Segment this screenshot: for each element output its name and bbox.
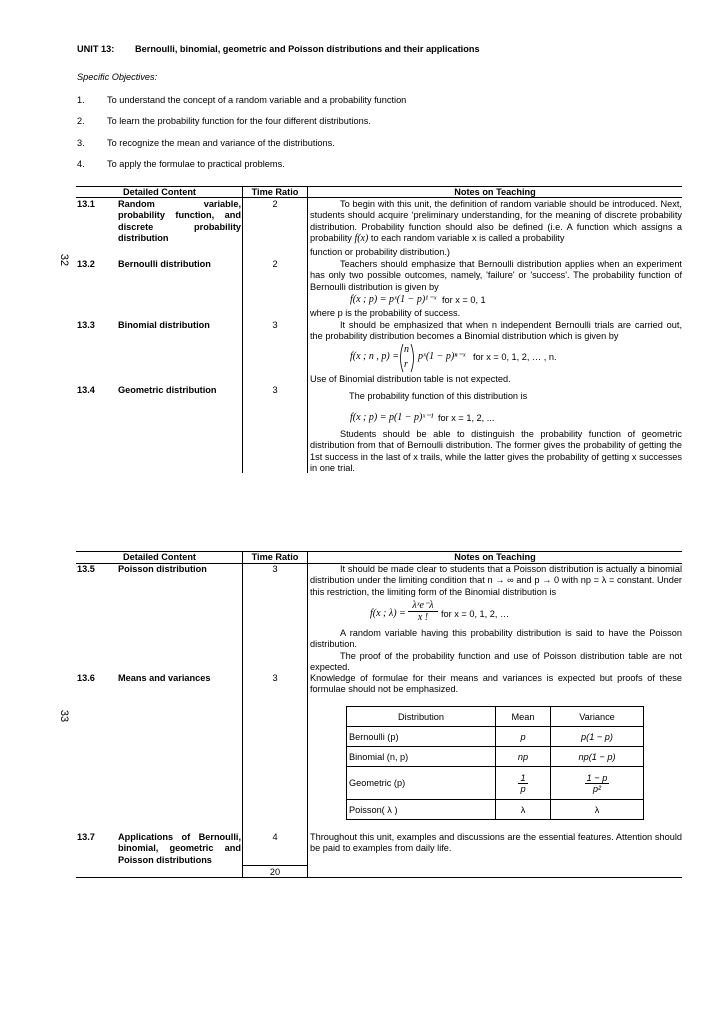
col-header-time: Time Ratio — [251, 187, 299, 197]
column-divider — [307, 551, 308, 877]
distribution-name: Bernoulli (p) — [347, 727, 496, 747]
bernoulli-formula: f(x ; p) = pˣ(1 − p)¹⁻ˣ — [350, 294, 437, 305]
table-row — [347, 747, 644, 767]
distribution-variance — [551, 767, 644, 800]
geometric-formula: f(x ; p) = p(1 − p)ˣ⁻¹ — [350, 412, 434, 423]
header-variance: Variance — [551, 707, 644, 727]
distribution-table-header — [347, 707, 644, 727]
column-divider — [307, 186, 308, 473]
col-header-notes: Notes on Teaching — [454, 187, 536, 197]
distribution-table — [346, 706, 644, 820]
column-divider — [242, 551, 243, 877]
total-rule — [242, 865, 308, 866]
binomial-formula-lhs: f(x ; n , p) = — [350, 351, 399, 362]
objective-text: To learn the probability function for the four different distributions. — [107, 116, 371, 126]
notes-paragraph: The probability function of this distribution is — [349, 391, 528, 401]
distribution-variance: p(1 − p) — [551, 727, 644, 747]
objective-num: 4. — [77, 159, 85, 169]
col-header-time: Time Ratio — [251, 552, 299, 562]
row-ratio: 3 — [272, 564, 278, 574]
notes-paragraph: It should be made clear to students that a Poisson distribution is actually a binomial distribution under the limiting condition that n → ∞ and p → 0 with np = λ = constant. Under this restriction, the limiting form of the Binomial distribution is — [310, 564, 682, 597]
poisson-formula-lhs: f(x ; λ) = — [370, 608, 406, 619]
distribution-name: Geometric (p) — [347, 767, 496, 800]
unit-label: UNIT 13: — [77, 44, 115, 54]
unit-title: Bernoulli, binomial, geometric and Poisson distributions and their applications — [135, 44, 480, 54]
geometric-range: for x = 1, 2, ... — [438, 413, 495, 423]
notes-paragraph: Students should be able to distinguish the probability function of geometric distribution from that of Bernoulli distribution. The former gives the probability of getting the 1st success in the last of x trails, while the latter gives the probability of getting x successes in one trial. — [310, 429, 682, 474]
distribution-mean: p — [496, 727, 551, 747]
objective-text: To apply the formulae to practical problems. — [107, 159, 285, 169]
row-topic: Poisson distribution — [118, 564, 207, 574]
variance-numerator: 1 − p — [586, 772, 608, 783]
page-number: 32 — [58, 253, 71, 267]
distribution-mean — [496, 767, 551, 800]
col-header-content: Detailed Content — [123, 552, 196, 562]
col-header-content: Detailed Content — [123, 187, 196, 197]
notes-paragraph: To begin with this unit, the definition of random variable should be introduced. Next, students should acquire ‘preliminary understanding, for the meaning of discrete probability distribution. Probability function should also be defined (i.e. A function which assigns a probability f(x) to each random variable x is called a probability — [310, 199, 682, 245]
poisson-denominator: x ! — [417, 612, 429, 623]
col-header-notes: Notes on Teaching — [454, 552, 536, 562]
poisson-range: for x = 0, 1, 2, … — [441, 609, 510, 619]
row-number: 13.3 — [77, 320, 95, 330]
table-row — [347, 727, 644, 747]
objective-text: To recognize the mean and variance of the distributions. — [107, 138, 335, 148]
mean-denominator: p — [520, 783, 526, 794]
notes-paragraph: Teachers should emphasize that Bernoulli distribution applies when an experiment has only two possible outcomes, namely, 'failure' or 'success'. The probability function of Bernoulli distribution is given by — [310, 259, 682, 292]
row-number: 13.1 — [77, 199, 95, 209]
row-topic: Applications of Bernoulli, binomial, geometric and Poisson distributions — [118, 832, 241, 865]
binomial-range: for x = 0, 1, 2, … , n. — [473, 352, 557, 362]
row-number: 13.2 — [77, 259, 95, 269]
row-topic: Bernoulli distribution — [118, 259, 211, 269]
objectives-heading: Specific Objectives: — [77, 72, 158, 82]
row-ratio: 3 — [272, 320, 278, 330]
notes-paragraph: Use of Binomial distribution table is not expected. — [310, 374, 511, 384]
distribution-mean: np — [496, 747, 551, 767]
total-ratio: 20 — [269, 867, 281, 877]
bernoulli-range: for x = 0, 1 — [442, 295, 486, 305]
row-topic: Geometric distribution — [118, 385, 217, 395]
poisson-numerator: λˣe⁻λ — [408, 600, 438, 612]
objective-num: 1. — [77, 95, 85, 105]
binomial-n: n — [404, 344, 409, 355]
row-ratio: 3 — [272, 673, 278, 683]
distribution-variance: λ — [551, 800, 644, 820]
header-mean: Mean — [496, 707, 551, 727]
header-distribution: Distribution — [347, 707, 496, 727]
notes-paragraph: The proof of the probability function and use of Poisson distribution table are not expected. — [310, 651, 682, 673]
row-ratio: 2 — [272, 259, 278, 269]
binomial-coefficient — [398, 342, 416, 374]
notes-paragraph: A random variable having this probability distribution is said to have the Poisson distribution. — [310, 628, 682, 650]
table-row — [347, 800, 644, 820]
objective-text: To understand the concept of a random variable and a probability function — [107, 95, 407, 105]
page-number: 33 — [58, 709, 71, 723]
notes-paragraph: It should be emphasized that when n independent Bernoulli trials are carried out, the probability distribution becomes a Binomial distribution which is given by — [310, 320, 682, 342]
row-number: 13.4 — [77, 385, 95, 395]
distribution-mean: λ — [496, 800, 551, 820]
row-ratio: 2 — [272, 199, 278, 209]
row-ratio: 3 — [272, 385, 278, 395]
distribution-variance: np(1 − p) — [551, 747, 644, 767]
variance-fraction — [585, 773, 610, 794]
row-topic: Binomial distribution — [118, 320, 210, 330]
table-row — [347, 767, 644, 800]
row-topic: Random variable, probability function, and discrete probability distribution — [118, 199, 241, 244]
row-number: 13.5 — [77, 564, 95, 574]
table-rule — [76, 877, 682, 878]
notes-paragraph: Knowledge of formulae for their means and variances is expected but proofs of these formulae should not be emphasized. — [310, 673, 682, 695]
notes-paragraph: Throughout this unit, examples and discussions are the essential features. Attention should be paid to examples from daily life. — [310, 832, 682, 854]
mean-fraction — [518, 773, 527, 794]
poisson-fraction — [408, 600, 438, 624]
binomial-r: r — [404, 359, 408, 370]
row-ratio: 4 — [272, 832, 278, 842]
objective-num: 3. — [77, 138, 85, 148]
row-number: 13.7 — [77, 832, 95, 842]
objective-num: 2. — [77, 116, 85, 126]
distribution-name: Binomial (n, p) — [347, 747, 496, 767]
row-number: 13.6 — [77, 673, 95, 683]
row-topic: Means and variances — [118, 673, 211, 683]
notes-paragraph: function or probability distribution.) — [310, 247, 450, 257]
notes-paragraph: where p is the probability of success. — [310, 308, 461, 318]
binomial-formula-rhs: pˣ(1 − p)ⁿ⁻ˣ — [418, 351, 466, 362]
distribution-name: Poisson( λ ) — [347, 800, 496, 820]
variance-denominator: p² — [592, 783, 602, 794]
mean-numerator: 1 — [520, 772, 526, 783]
